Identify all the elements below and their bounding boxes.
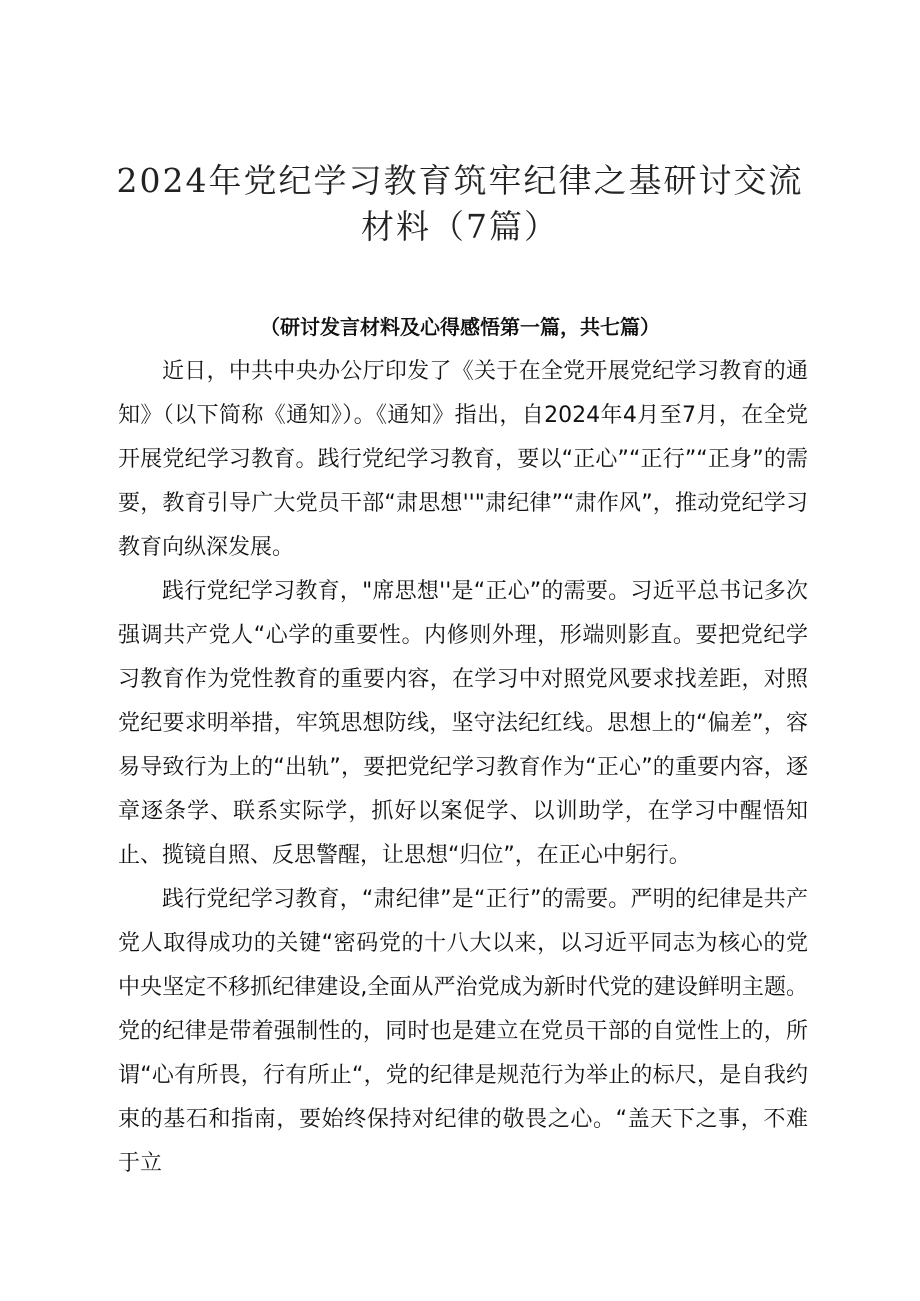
title-line-2: 材料（7篇）	[361, 207, 559, 246]
paragraph-3: 践行党纪学习教育，“肃纪律”是“正行”的需要。严明的纪律是共产党人取得成功的关键“密码党的十八大以来，以习近平同志为核心的党中央坚定不移抓纪律建设,全面从严治党成为新时代党的建设鲜明主题。党的纪律是带着强制性的，同时也是建立在党员干部的自觉性上的，所谓“心有所畏，行有所止“，党的纪律是规范行为举止的标尺，是自我约束的基石和指南，要始终保持对纪律的敬畏之心。“盖天下之事，不难于立	[118, 887, 808, 1176]
document-title	[110, 158, 810, 250]
paragraph-2: 践行党纪学习教育，"席思想''是“正心”的需要。习近平总书记多次强调共产党人“心学的重要性。内修则外理，形端则影直。要把党纪学习教育作为党性教育的重要内容，在学习中对照党风要求找差距，对照党纪要求明举措，牢筑思想防线，坚守法纪红线。思想上的“偏差”，容易导致行为上的“出轨”，要把党纪学习教育作为“正心”的重要内容，逐章逐条学、联系实际学，抓好以案促学、以训助学，在学习中醒悟知止、揽镜自照、反思警醒，让思想“归位”，在正心中躬行。	[118, 579, 808, 868]
document-subtitle: （研讨发言材料及心得感悟第一篇，共七篇）	[260, 315, 660, 339]
document-body	[118, 350, 808, 1186]
title-line-1: 2024年党纪学习教育筑牢纪律之基研讨交流	[116, 161, 804, 200]
paragraph-1: 近日，中共中央办公厅印发了《关于在全党开展党纪学习教育的通知》（以下简称《通知》）。《通知》指出，自2024年4月至7月，在全党开展党纪学习教育。践行党纪学习教育，要以“正心”“正行”“正身”的需要，教育引导广大党员干部“肃思想''"肃纪律”“肃作风”，推动党纪学习教育向纵深发展。	[118, 359, 808, 560]
